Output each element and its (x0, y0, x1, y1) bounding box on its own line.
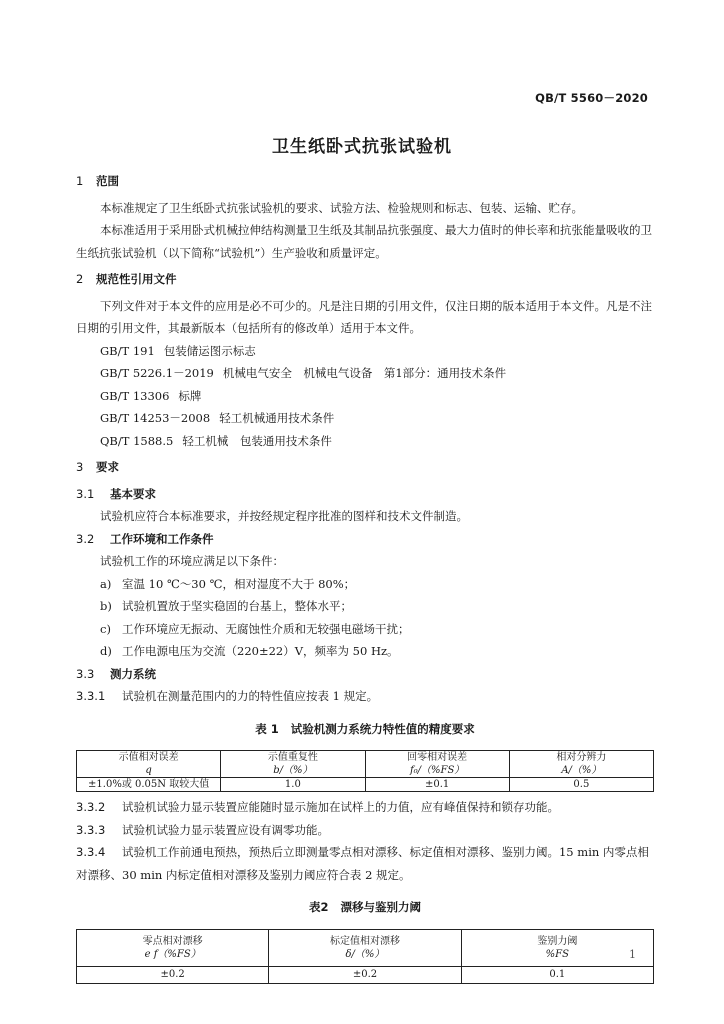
table-2-caption (76, 896, 654, 919)
document-title: 卫生纸卧式抗张试验机 (272, 137, 452, 157)
header-symbol: b/（%） (273, 765, 313, 776)
clause (76, 796, 654, 819)
section-title: 要求 (96, 460, 119, 474)
list-text: 室温 10 ℃～30 ℃，相对湿度不大于 80%； (122, 576, 356, 591)
paragraph: 下列文件对于本文件的应用是必不可少的。凡是注日期的引用文件，仅注日期的版本适用于本文件。凡是不注日期的引用文件，其最新版本（包括所有的修改单）适用于本文件。 (76, 298, 652, 335)
list-item (76, 573, 654, 596)
clause-text: 试验机试验力显示装置应能随时显示施加在试样上的力值，应有峰值保持和锁存功能。 (122, 800, 559, 814)
reference-item (76, 362, 654, 385)
clause-number: 3.3.1 (76, 689, 106, 703)
paragraph: 本标准适用于采用卧式机械拉伸结构测量卫生纸及其制品抗张强度、最大力值时的伸长率和抗张能量吸收的卫生纸抗张试验机（以下简称“试验机”）生产验收和质量评定。 (76, 223, 652, 260)
reference-title: 包装储运图示标志 (163, 343, 256, 358)
reference-item (76, 340, 654, 363)
clause-text: 试验机试验力显示装置应设有调零功能。 (122, 822, 329, 837)
header-name: 回零相对误差 (407, 752, 468, 763)
reference-code: GB/T 191 (100, 343, 155, 358)
table-header-cell (77, 929, 269, 966)
header-symbol: δ/（%） (345, 948, 385, 960)
list-item (76, 618, 654, 641)
reference-item (76, 430, 654, 453)
table-cell: ±0.2 (77, 966, 269, 983)
header-name: 示值重复性 (267, 752, 318, 763)
header-symbol: f₀/（%FS） (409, 765, 465, 776)
standard-code: QB/T 5560－2020 (535, 91, 648, 105)
list-item (76, 595, 654, 618)
section-title: 范围 (96, 174, 119, 188)
subsection-3-2-heading (76, 528, 654, 551)
table-1-caption (76, 718, 654, 741)
header-name: 示值相对误差 (118, 752, 179, 763)
table-label: 表2 (308, 900, 329, 914)
table-header-cell (269, 929, 461, 966)
reference-title: 轻工机械 包装通用技术条件 (182, 433, 332, 448)
list-marker: c) (100, 621, 111, 636)
paragraph: 试验机工作的环境应满足以下条件： (100, 554, 284, 568)
table-cell: 0.5 (509, 778, 653, 792)
clause-number: 3.3.3 (76, 822, 106, 837)
table-cell: 0.1 (461, 966, 653, 983)
clause (76, 685, 654, 708)
table-header-cell (77, 751, 221, 778)
header-name: 零点相对漂移 (142, 935, 203, 947)
subsection-3-1-heading (76, 483, 654, 506)
header-symbol: %FS (545, 948, 569, 960)
table-caption-text: 漂移与鉴别力阈 (340, 900, 421, 914)
list-text: 工作环境应无振动、无腐蚀性介质和无较强电磁场干扰； (122, 621, 410, 636)
clause-number: 3.3.2 (76, 800, 106, 814)
table-cell: ±1.0%或 0.05N 取较大值 (77, 778, 221, 792)
header-symbol: A/（%） (561, 765, 602, 776)
list-marker: a) (100, 576, 112, 591)
subsection-number: 3.1 (76, 486, 95, 501)
table-row (77, 778, 654, 792)
section-1-heading (76, 170, 654, 193)
header-name: 相对分辨力 (556, 752, 607, 763)
table-label: 表 1 (255, 721, 279, 736)
table-1 (76, 750, 654, 792)
paragraph: 本标准规定了卫生纸卧式抗张试验机的要求、试验方法、检验规则和标志、包装、运输、贮存。 (100, 200, 583, 215)
list-marker: d) (100, 644, 112, 658)
section-number: 3 (76, 460, 84, 474)
subsection-3-3-heading (76, 663, 654, 686)
header-symbol: e f（%FS） (144, 948, 201, 960)
reference-code: GB/T 14253－2008 (100, 411, 211, 425)
subsection-title: 测力系统 (110, 666, 156, 681)
table-header-row (77, 751, 654, 778)
clause (76, 819, 654, 842)
table-row (77, 966, 654, 983)
page-number: 1 (629, 948, 636, 961)
table-header-row (77, 929, 654, 966)
reference-title: 标牌 (178, 388, 202, 403)
clause-number: 3.3.4 (76, 845, 106, 859)
reference-title: 机械电气安全 机械电气设备 第1部分：通用技术条件 (222, 366, 507, 380)
table-header-cell (221, 751, 365, 778)
table-caption-text: 试验机测力系统力特性值的精度要求 (290, 721, 475, 736)
reference-code: QB/T 1588.5 (100, 433, 174, 448)
table-cell: ±0.2 (269, 966, 461, 983)
section-number: 2 (76, 272, 84, 286)
section-3-heading (76, 456, 654, 479)
table-2 (76, 929, 654, 984)
reference-code: GB/T 13306 (100, 388, 170, 403)
header-name: 鉴别力阈 (537, 935, 578, 947)
document-body (76, 170, 654, 984)
table-header-cell (509, 751, 653, 778)
section-number: 1 (76, 174, 84, 188)
clause (76, 841, 654, 886)
reference-code: GB/T 5226.1－2019 (100, 366, 214, 380)
subsection-number: 3.2 (76, 531, 95, 546)
reference-item (76, 385, 654, 408)
header-symbol: q (145, 765, 152, 776)
reference-item (76, 407, 654, 430)
clause-text: 试验机工作前通电预热，预热后立即测量零点相对漂移、标定值相对漂移、鉴别力阈。15 min 内零点相对漂移、30 min 内标定值相对漂移及鉴别力阈应符合表 2 规定。 (76, 845, 649, 882)
list-item (76, 640, 654, 663)
table-cell: ±0.1 (365, 778, 509, 792)
table-cell: 1.0 (221, 778, 365, 792)
subsection-title: 工作环境和工作条件 (110, 531, 214, 546)
section-2-heading (76, 268, 654, 291)
list-text: 工作电源电压为交流（220±22）V，频率为 50 Hz。 (122, 644, 399, 658)
header-name: 标定值相对漂移 (329, 935, 400, 947)
reference-title: 轻工机械通用技术条件 (219, 411, 335, 425)
table-header-cell (461, 929, 653, 966)
table-header-cell (365, 751, 509, 778)
paragraph: 试验机应符合本标准要求，并按经规定程序批准的图样和技术文件制造。 (100, 509, 468, 523)
subsection-number: 3.3 (76, 666, 95, 681)
list-text: 试验机置放于坚实稳固的台基上，整体水平； (122, 599, 352, 613)
section-title: 规范性引用文件 (96, 272, 177, 286)
clause-text: 试验机在测量范围内的力的特性值应按表 1 规定。 (122, 689, 379, 703)
list-marker: b) (100, 599, 112, 613)
subsection-title: 基本要求 (110, 486, 156, 501)
